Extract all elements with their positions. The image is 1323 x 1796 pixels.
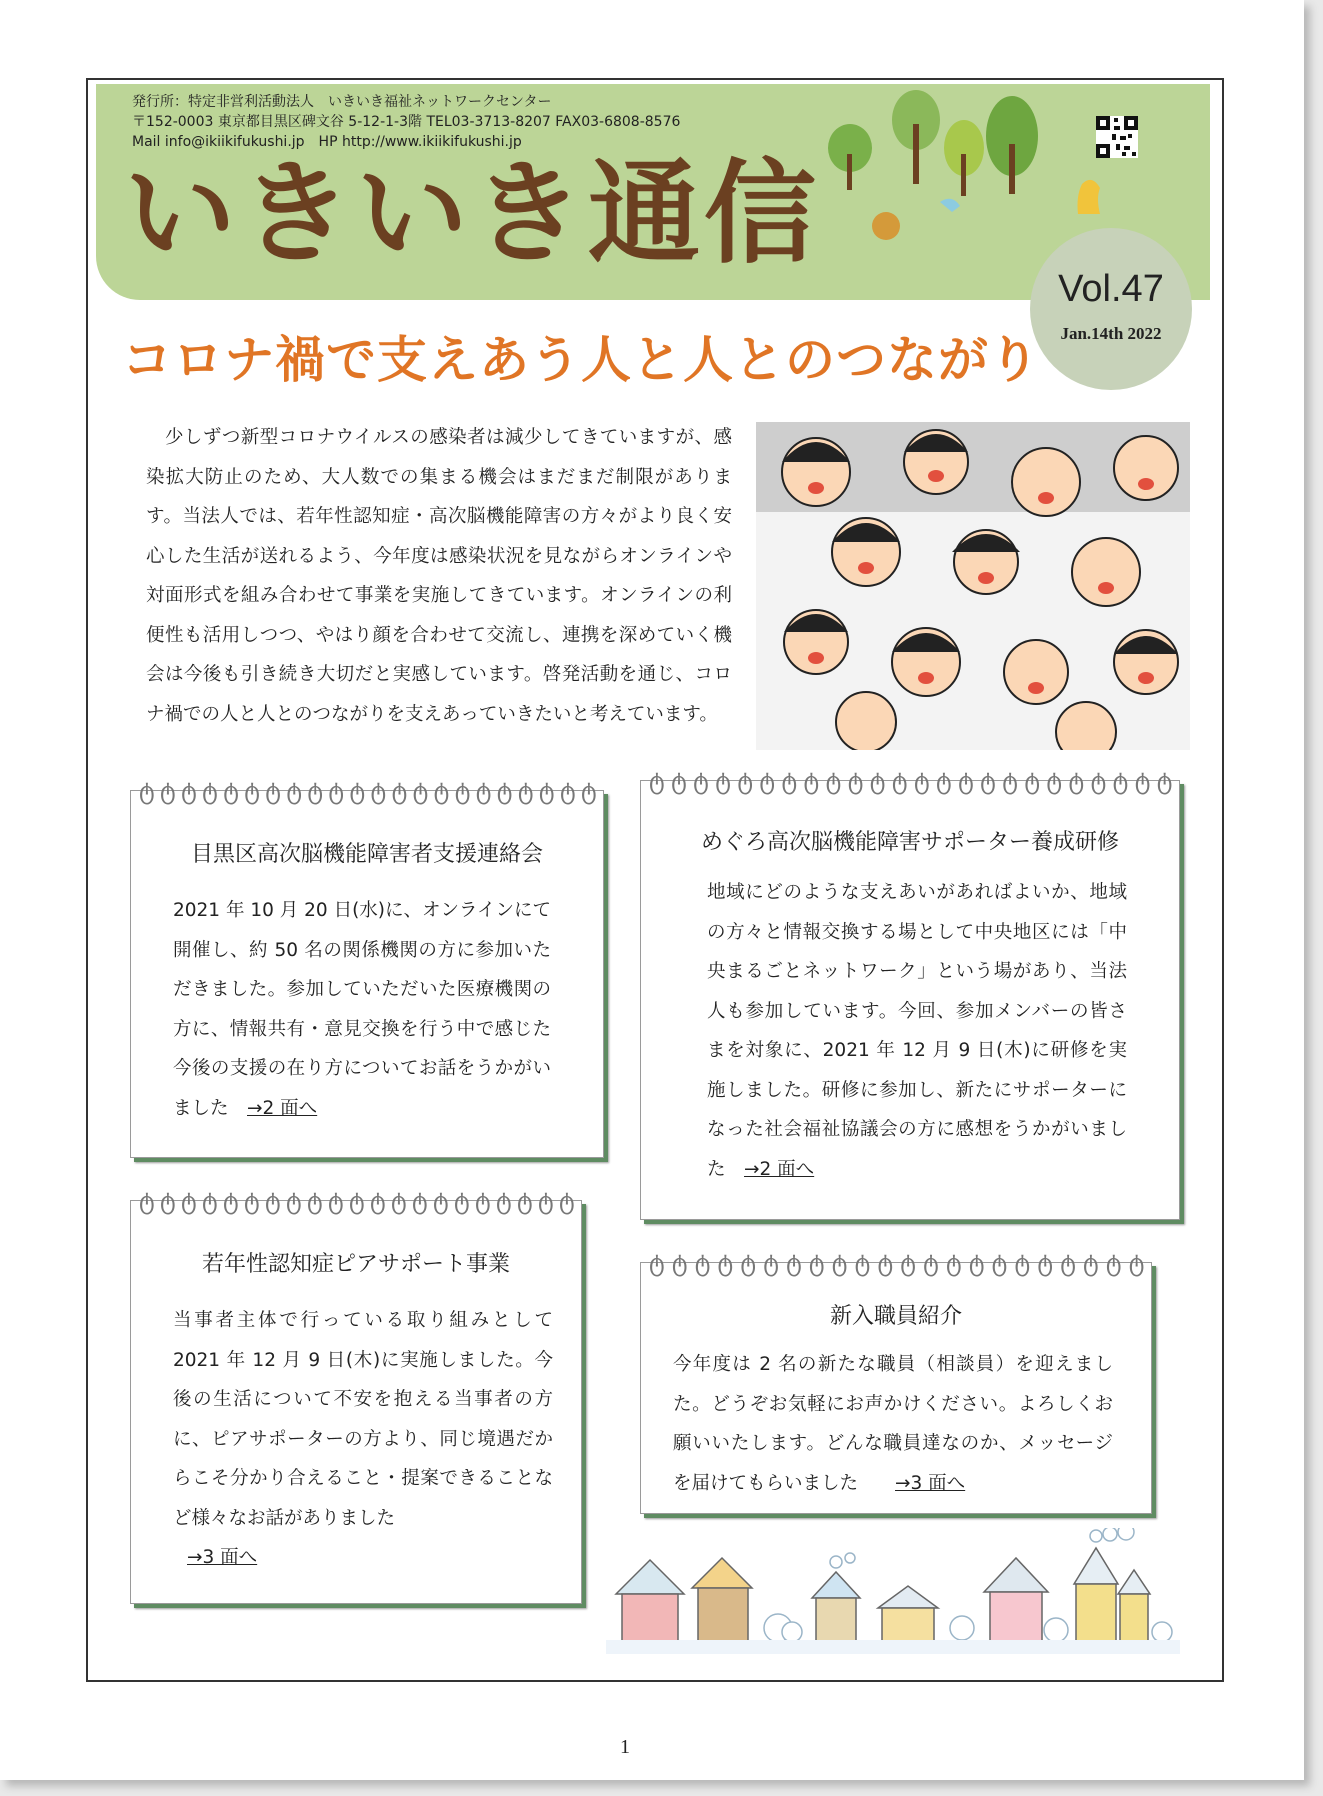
intro-paragraph: 少しずつ新型コロナウイルスの感染者は減少してきていますが、感染拡大防止のため、大人数での集まる機会はまだまだ制限があります。当法人では、若年性認知症・高次脳機能障害の方々がより良く安心した生活が送れるよう、今年度は感染状況を見ながらオンラインや対面形式を組み合わせて事業を実施してきています。オンラインの利便性も活用しつつ、やはり顔を合わせて交流し、連携を深めていく機会は今後も引き続き大切だと実感しています。啓発活動を通じ、コロナ禍での人と人とのつながりを支えあっていきたいと考えています。 <box>146 427 732 725</box>
note-text: 当事者主体で行っている取り組みとして2021 年 12 月 9 日(木)に実施しました。今後の生活について不安を抱える当事者の方に、ピアサポーターの方より、同じ境遇だからこそ分かり合えること・提案できることなど様々なお話がありました <box>173 1310 553 1529</box>
note-card-peer-support <box>130 1187 582 1604</box>
page-number: 1 <box>620 1736 630 1758</box>
note-text: 地域にどのような支えあいがあればよいか、地域の方々と情報交換する場として中央地区には「中央まるごとネットワーク」という場があり、当法人も参加しています。今回、参加メンバーの皆さまを対象に、2021 年 12 月 9 日(木)に研修を実施しました。研修に参加し、新たにサポーターになった社会福祉協議会の方に感想をうかがいました <box>707 882 1127 1180</box>
volume-badge <box>1030 228 1192 390</box>
note-text: 2021 年 10 月 20 日(水)に、オンラインにて開催し、約 50 名の関係機関の方に参加いただきました。参加していただいた医療機関の方に、情報共有・意見交換を行う中で感じた今後の支援の在り方についてお話をうかがいました <box>173 900 551 1119</box>
note-body <box>707 873 1127 1189</box>
publisher-contact: Mail info@ikiikifukushi.jp HP http://www.ikiikifukushi.jp <box>132 134 522 150</box>
page-3-link[interactable]: →3 面へ <box>895 1472 966 1494</box>
note-title: 目黒区高次脳機能障害者支援連絡会 <box>190 842 543 867</box>
note-title: めぐろ高次脳機能障害サポーター養成研修 <box>700 830 1119 855</box>
spiral-binding: ტ ტ ტ ტ ტ ტ ტ ტ ტ ტ ტ ტ ტ ტ ტ ტ ტ ტ ტ ტ ტ ტ <box>649 1249 1145 1277</box>
publisher-info <box>132 92 772 152</box>
spiral-binding: ტ ტ ტ ტ ტ ტ ტ ტ ტ ტ ტ ტ ტ ტ ტ ტ ტ ტ ტ ტ ტ ტ <box>139 777 597 805</box>
issue-date: Jan.14th 2022 <box>1060 324 1162 343</box>
main-headline: コロナ禍で支えあう人と人とのつながり <box>122 331 1040 389</box>
page-3-link[interactable]: →3 面へ <box>187 1547 258 1568</box>
page-2-link[interactable]: →2 面へ <box>744 1158 815 1180</box>
note-text: 今年度は 2 名の新たな職員（相談員）を迎えました。どうぞお気軽にお声かけください。よろしくお願いいたします。どんな職員達なのか、メッセージを届けてもらいました <box>673 1354 1113 1494</box>
note-card-support-meeting <box>130 777 604 1158</box>
bird-icon <box>940 199 960 212</box>
note-card-supporter-training <box>640 767 1180 1220</box>
note-title: 新入職員紹介 <box>829 1304 962 1329</box>
note-body <box>673 1345 1113 1503</box>
note-card-new-staff <box>640 1249 1152 1514</box>
house-icon <box>606 1528 1180 1654</box>
spiral-binding: ტ ტ ტ ტ ტ ტ ტ ტ ტ ტ ტ ტ ტ ტ ტ ტ ტ ტ ტ ტ ტ <box>139 1187 575 1215</box>
volume-number: Vol.47 <box>1058 268 1164 310</box>
page-2-link[interactable]: →2 面へ <box>247 1097 318 1119</box>
note-body <box>173 891 551 1128</box>
publisher-address: 〒152-0003 東京都目黒区碑文谷 5-12-1-3階 TEL03-3713-8207 FAX03-6808-8576 <box>132 114 681 130</box>
squirrel-icon <box>872 212 900 240</box>
newsletter-title: いきいき通信 <box>124 149 820 279</box>
spiral-binding: ტ ტ ტ ტ ტ ტ ტ ტ ტ ტ ტ ტ ტ ტ ტ ტ ტ ტ ტ ტ ტ ტ ტ ტ <box>649 767 1173 795</box>
publisher-name: 発行所：特定非営利活動法人 いきいき福祉ネットワークセンター <box>132 94 552 110</box>
note-body <box>173 1301 553 1578</box>
qr-code-icon[interactable] <box>1096 116 1138 158</box>
note-title: 若年性認知症ピアサポート事業 <box>201 1252 510 1277</box>
crowd-illustration <box>756 422 1190 750</box>
